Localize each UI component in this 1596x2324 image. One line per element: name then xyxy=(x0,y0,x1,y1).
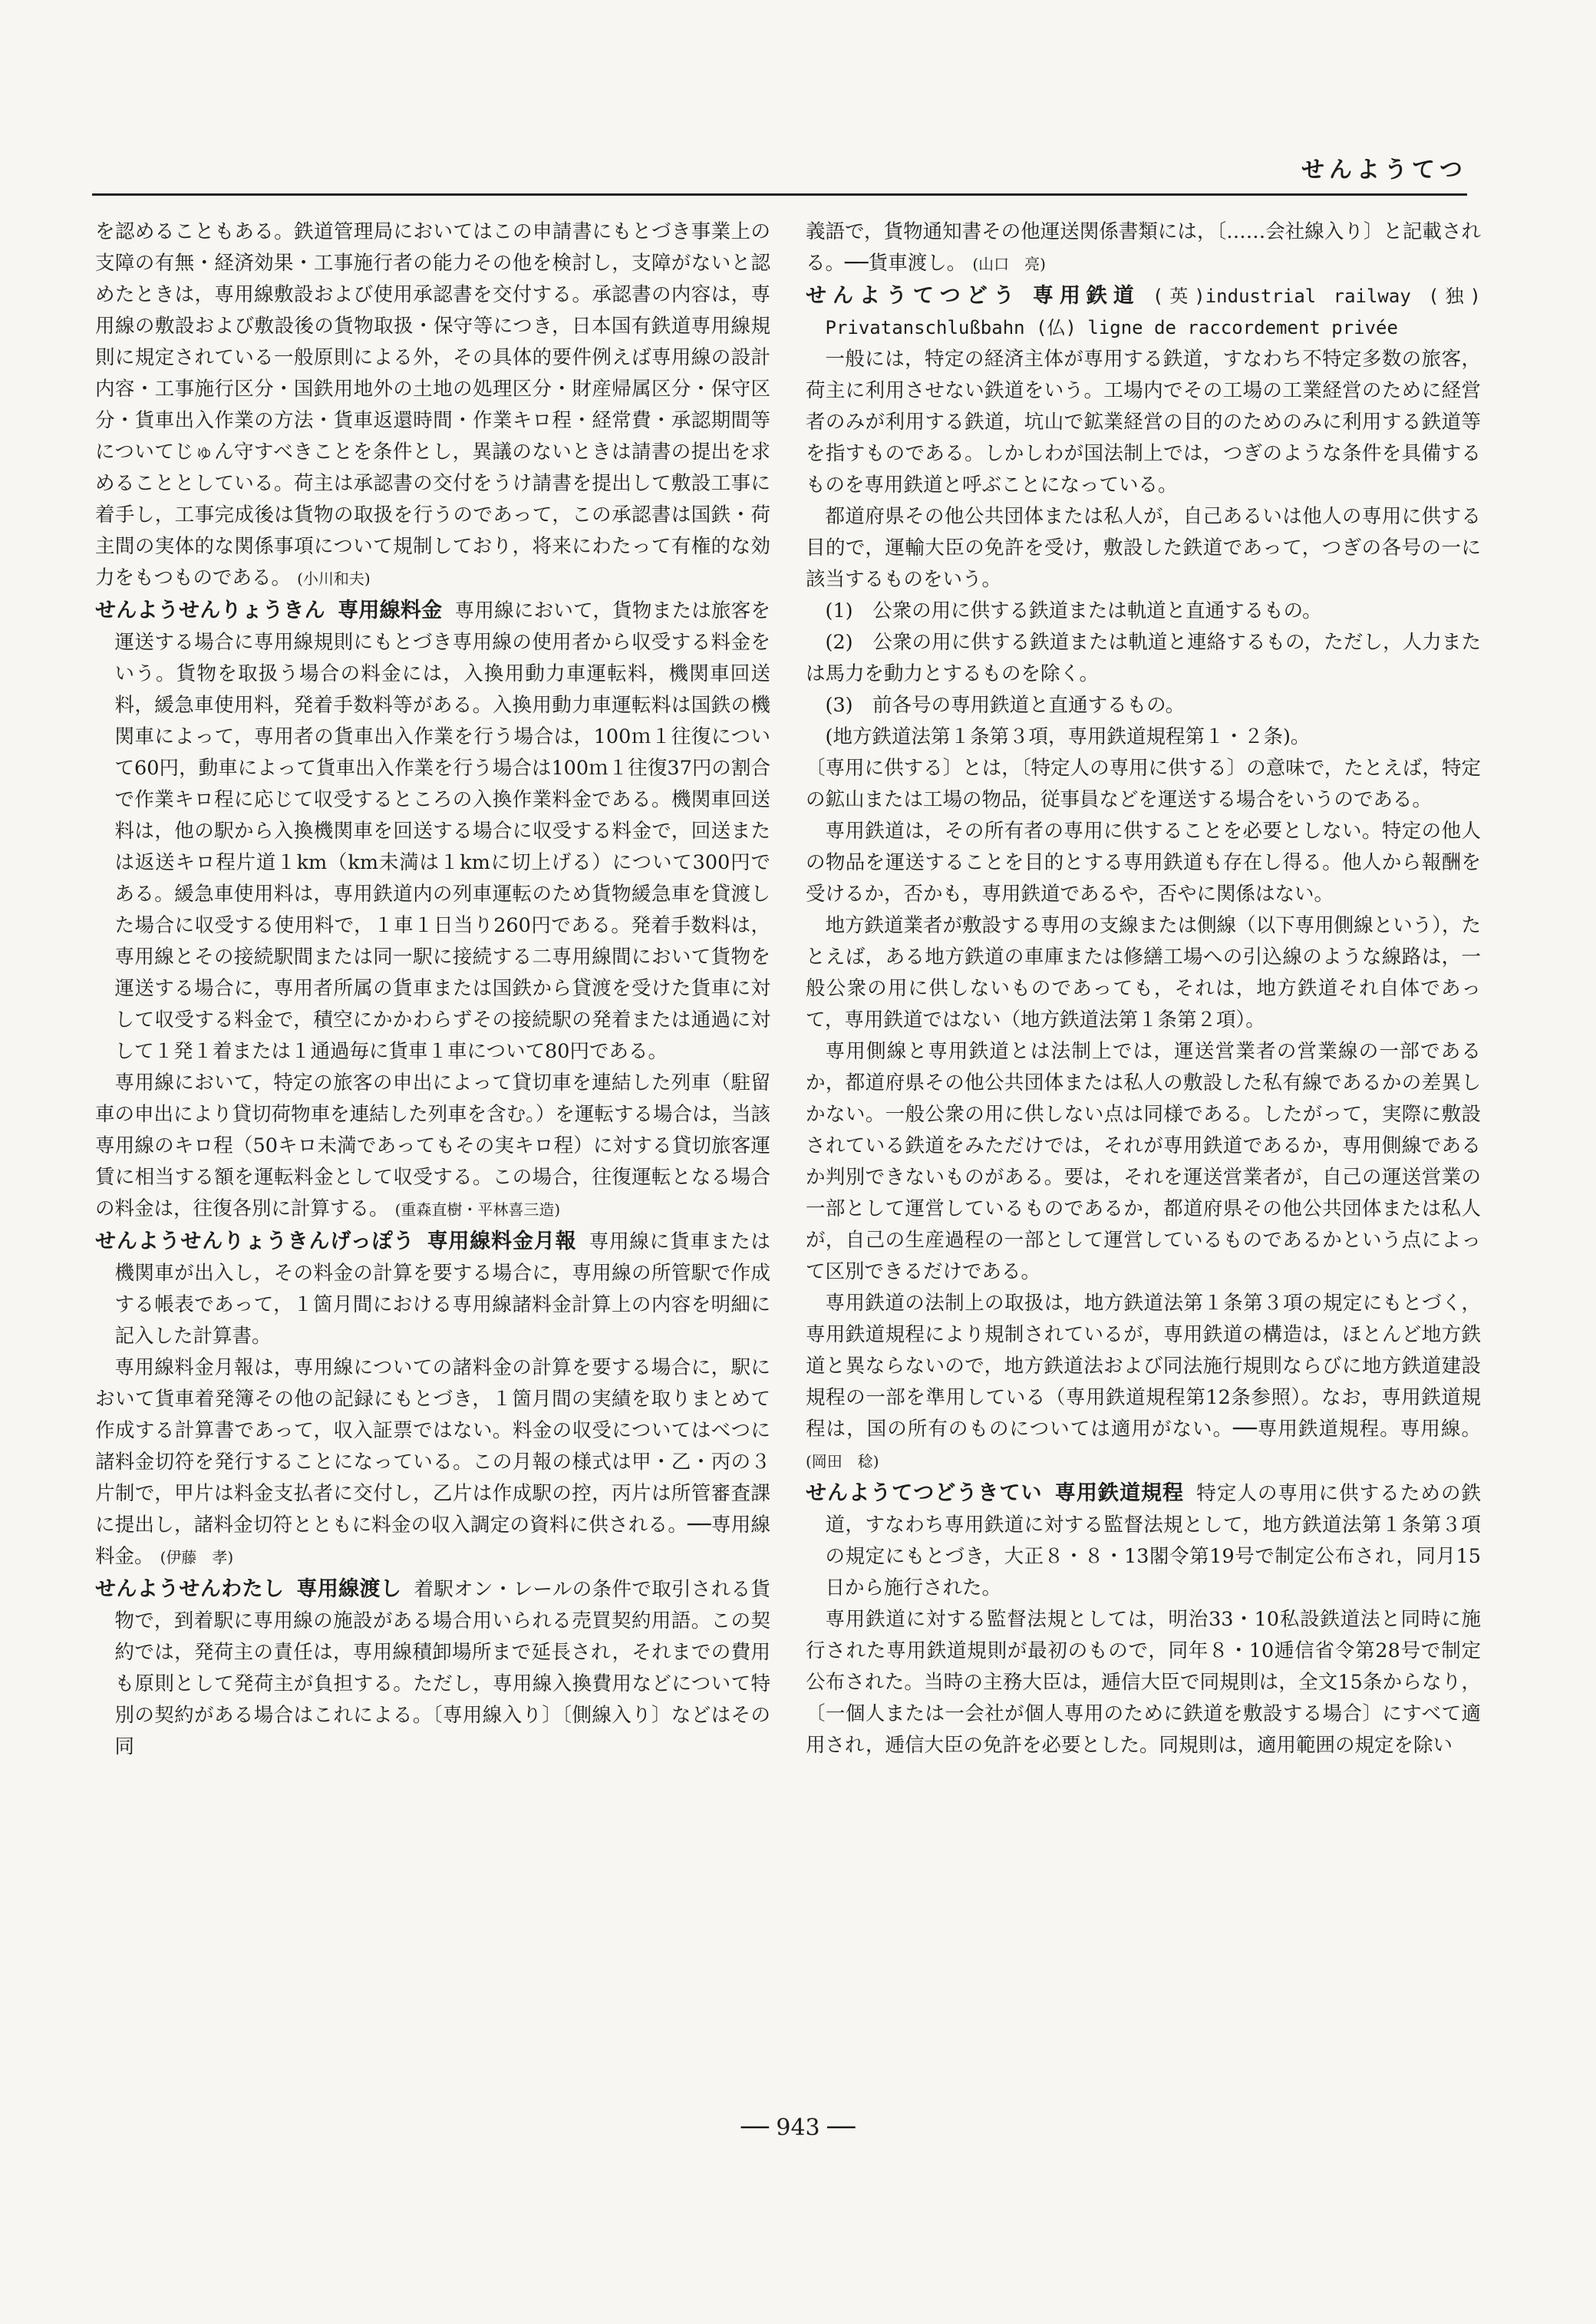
dictionary-entry: せんようせんわたし 専用線渡し 着駅オン・レールの条件で取引される貨物で，到着駅に専用線の施設がある場合用いられる売買契約用語。この契約では，発荷主の責任は，専用線積卸場所まで延長され，それまでの費用も原則として発荷主が負担する。ただし，専用線入換費用などについて特別の契約がある場合はこれによる。〔専用線入り〕〔側線入り〕などはその同 xyxy=(95,1577,770,1758)
entry-headword: 専用鉄道 xyxy=(1032,284,1140,308)
left-column xyxy=(95,216,770,1763)
page-number: ── 943 ── xyxy=(740,2114,856,2141)
entry-reading: せんようせんわたし xyxy=(95,1577,285,1601)
right-column xyxy=(806,216,1481,1761)
author-credit: (重森直樹・平林喜三造) xyxy=(394,1200,561,1219)
paragraph: 都道府県その他公共団体または私人が，自己あるいは他人の専用に供する目的で，運輸大臣の免許を受け，敷設した鉄道であって，つぎの各号の一に該当するものをいう。 xyxy=(806,505,1481,591)
entry-reading: せんようせんりょうきん xyxy=(95,599,325,622)
entry-headword: 専用鉄道規程 xyxy=(1054,1481,1185,1505)
paragraph: 専用鉄道は，その所有者の専用に供することを必要としない。特定の他人の物品を運送することを目的とする専用鉄道も存在し得る。他人から報酬を受けるか，否かも，専用鉄道であるや，否やに関係はない。 xyxy=(806,820,1481,906)
running-header: せんようてつ xyxy=(1301,157,1467,183)
paragraph: を認めることもある。鉄道管理局においてはこの申請書にもとづき事業上の支障の有無・経済効果・工事施行者の能力その他を検討し，支障がないと認めたときは，専用線敷設および使用承認書を交付する。承認書の内容は，専用線の敷設および敷設後の貨物取扱・保守等につき，日本国有鉄道専用線規則に規定されている一般原則による外，その具体的要件例えば専用線の設計内容・工事施行区分・国鉄用地外の土地の処理区分・財産帰属区分・保守区分・貨車出入作業の方法・貨車返還時間・作業キロ程・経常費・承認期間等についてじゅん守すべきことを条件とし，異議のないときは請書の提出を求めることとしている。荷主は承認書の交付をうけ請書を提出して敷設工事に着手し，工事完成後は貨物の取扱を行うのであって，この承認書は国鉄・荷主間の実体的な関係事項について規制しており，将来にわたって有権的な効力をもつものである。 (小川和夫) xyxy=(95,220,770,589)
entry-reading: せんようせんりょうきんげっぽう xyxy=(95,1230,415,1253)
paragraph: 専用鉄道の法制上の取扱は，地方鉄道法第１条第３項の規定にもとづく，専用鉄道規程により規制されているが，専用鉄道の構造は，ほとんど地方鉄道と異ならないので，地方鉄道法および同法施行規則ならびに地方鉄道建設規程の一部を準用している（専用鉄道規程第12条参照）。なお，専用鉄道規程は，国の所有のものについては適用がない。──専用鉄道規程。専用線。 (岡田 稔) xyxy=(806,1292,1481,1471)
list-item: (1) 公衆の用に供する鉄道または軌道と直通するもの。 xyxy=(825,599,1322,622)
entry-headword: 専用線料金月報 xyxy=(427,1230,577,1253)
paragraph: 義語で，貨物通知書その他運送関係書類には，〔……会社線入り〕と記載される。──貨車渡し。 (山口 亮) xyxy=(806,220,1481,275)
paragraph: 地方鉄道業者が敷設する専用の支線または側線（以下専用側線という），たとえば，ある地方鉄道の車庫または修繕工場への引込線のような線路は，一般公衆の用に供しないものであっても，それは，地方鉄道それ自体であって，専用鉄道ではない（地方鉄道法第１条第２項）。 xyxy=(806,914,1481,1032)
entry-headword: 専用線料金 xyxy=(338,599,443,622)
legal-citation: (地方鉄道法第１条第３項，専用鉄道規程第１・２条)。 xyxy=(825,725,1311,748)
list-item: (2) 公衆の用に供する鉄道または軌道と連絡するもの，ただし，人力または馬力を動力とするものを除く。 xyxy=(806,631,1481,685)
paragraph: 専用側線と専用鉄道とは法制上では，運送営業者の営業線の一部であるか，都道府県その他公共団体または私人の敷設した私有線であるかの差異しかない。一般公衆の用に供しない点は同様である。したがって，実際に敷設されている鉄道をみただけでは，それが専用鉄道であるか，専用側線であるか判別できないものがある。要は，それを運送営業者が，自己の運送営業の一部として運営しているものであるか，都道府県その他公共団体または私人が，自己の生産過程の一部として運営しているものであるかという点によって区別できるだけである。 xyxy=(806,1040,1481,1283)
author-credit: (山口 亮) xyxy=(972,255,1046,273)
paragraph: 一般には，特定の経済主体が専用する鉄道，すなわち不特定多数の旅客，荷主に利用させない鉄道をいう。工場内でその工場の工業経営のために経営者のみが利用する鉄道，坑山で鉱業経営の目的のためのみに利用する鉄道等を指すものである。しかしわが国法制上では，つぎのような条件を具備するものを専用鉄道と呼ぶことになっている。 xyxy=(806,348,1481,497)
author-credit: (小川和夫) xyxy=(297,569,371,588)
dictionary-entry: せんようてつどうきてい 専用鉄道規程 特定人の専用に供するための鉄道，すなわち専用鉄道に対する監督法規として，地方鉄道法第１条第３項の規定にもとづき，大正８・８・13閣令第19号で制定公布され，同月15日から施行された。 xyxy=(806,1481,1481,1599)
author-credit: (伊藤 孝) xyxy=(160,1548,234,1566)
entry-reading: せんようてつどう xyxy=(806,284,1021,308)
author-credit: (岡田 稔) xyxy=(806,1452,879,1471)
entry-reading: せんようてつどうきてい xyxy=(806,1481,1043,1505)
list-item: (3) 前各号の専用鉄道と直通するもの。 xyxy=(825,694,1185,717)
header-rule xyxy=(92,193,1467,196)
foreign-equivalents: (英)industrial railway (独) Privatanschlußbahn (仏) ligne de raccordement privée xyxy=(825,286,1481,338)
dictionary-entry xyxy=(806,280,1481,344)
paragraph: 専用線料金月報は，専用線についての諸料金の計算を要する場合に，駅において貨車着発簿その他の記録にもとづき，１箇月間の実績を取りまとめて作成する計算書であって，収入証票ではない。料金の収受についてはべつに諸料金切符を発行することになっている。この月報の様式は甲・乙・丙の３片制で，甲片は料金支払者に交付し，乙片は作成駅の控，丙片は所管審査課に提出し，諸料金切符とともに料金の収入調定の資料に供される。──専用線料金。 (伊藤 孝) xyxy=(95,1356,770,1568)
paragraph: 専用線において，特定の旅客の申出によって貸切車を連結した列車（駐留車の申出により貸切荷物車を連結した列車を含む。）を運転する場合は，当該専用線のキロ程（50キロ未満であってもその実キロ程）に対する貸切旅客運賃に相当する額を運転料金として収受する。この場合，往復運転となる場合の料金は，往復各別に計算する。 (重森直樹・平林喜三造) xyxy=(95,1071,770,1220)
paragraph: 〔専用に供する〕とは，〔特定人の専用に供する〕の意味で，たとえば，特定の鉱山または工場の物品，従事員などを運送する場合をいうのである。 xyxy=(806,757,1481,811)
paragraph: 専用鉄道に対する監督法規としては，明治33・10私設鉄道法と同時に施行された専用鉄道規則が最初のもので，同年８・10逓信省令第28号で制定公布された。当時の主務大臣は，逓信大臣で同規則は，全文15条からなり，〔一個人または一会社が個人専用のために鉄道を敷設する場合〕にすべて適用され，逓信大臣の免許を必要とした。同規則は，適用範囲の規定を除い xyxy=(806,1608,1481,1757)
dictionary-entry: せんようせんりょうきん 専用線料金 専用線において，貨物または旅客を運送する場合に専用線規則にもとづき専用線の使用者から収受する料金をいう。貨物を取扱う場合の料金には，入換用動力車運転料，機関車回送料，緩急車使用料，発着手数料等がある。入換用動力車運転料は国鉄の機関車によって，専用者の貨車出入作業を行う場合は，100ｍ１往復について60円，動車によって貨車出入作業を行う場合は100ｍ１往復37円の割合で作業キロ程に応じて収受するところの入換作業料金である。機関車回送料は，他の駅から入換機関車を回送する場合に収受する料金で，回送または返送キロ程片道１km（km未満は１kmに切上げる）について300円である。緩急車使用料は，専用鉄道内の列車運転のため貨物緩急車を貸渡した場合に収受する使用料で，１車１日当り260円である。発着手数料は，専用線とその接続駅間または同一駅に接続する二専用線間において貨物を運送する場合に，専用者所属の貨車または国鉄から貸渡を受けた貨車に対して収受する料金で，積空にかかわらずその接続駅の発着または通過に対して１発１着または１通過毎に貨車１車について80円である。 xyxy=(95,599,771,1063)
entry-headword: 専用線渡し xyxy=(296,1577,402,1601)
dictionary-entry: せんようせんりょうきんげっぽう 専用線料金月報 専用線に貨車または機関車が出入し，その料金の計算を要する場合に，専用線の所管駅で作成する帳表であって，１箇月間における専用線諸料金計算上の内容を明細に記入した計算書。 xyxy=(95,1230,771,1348)
